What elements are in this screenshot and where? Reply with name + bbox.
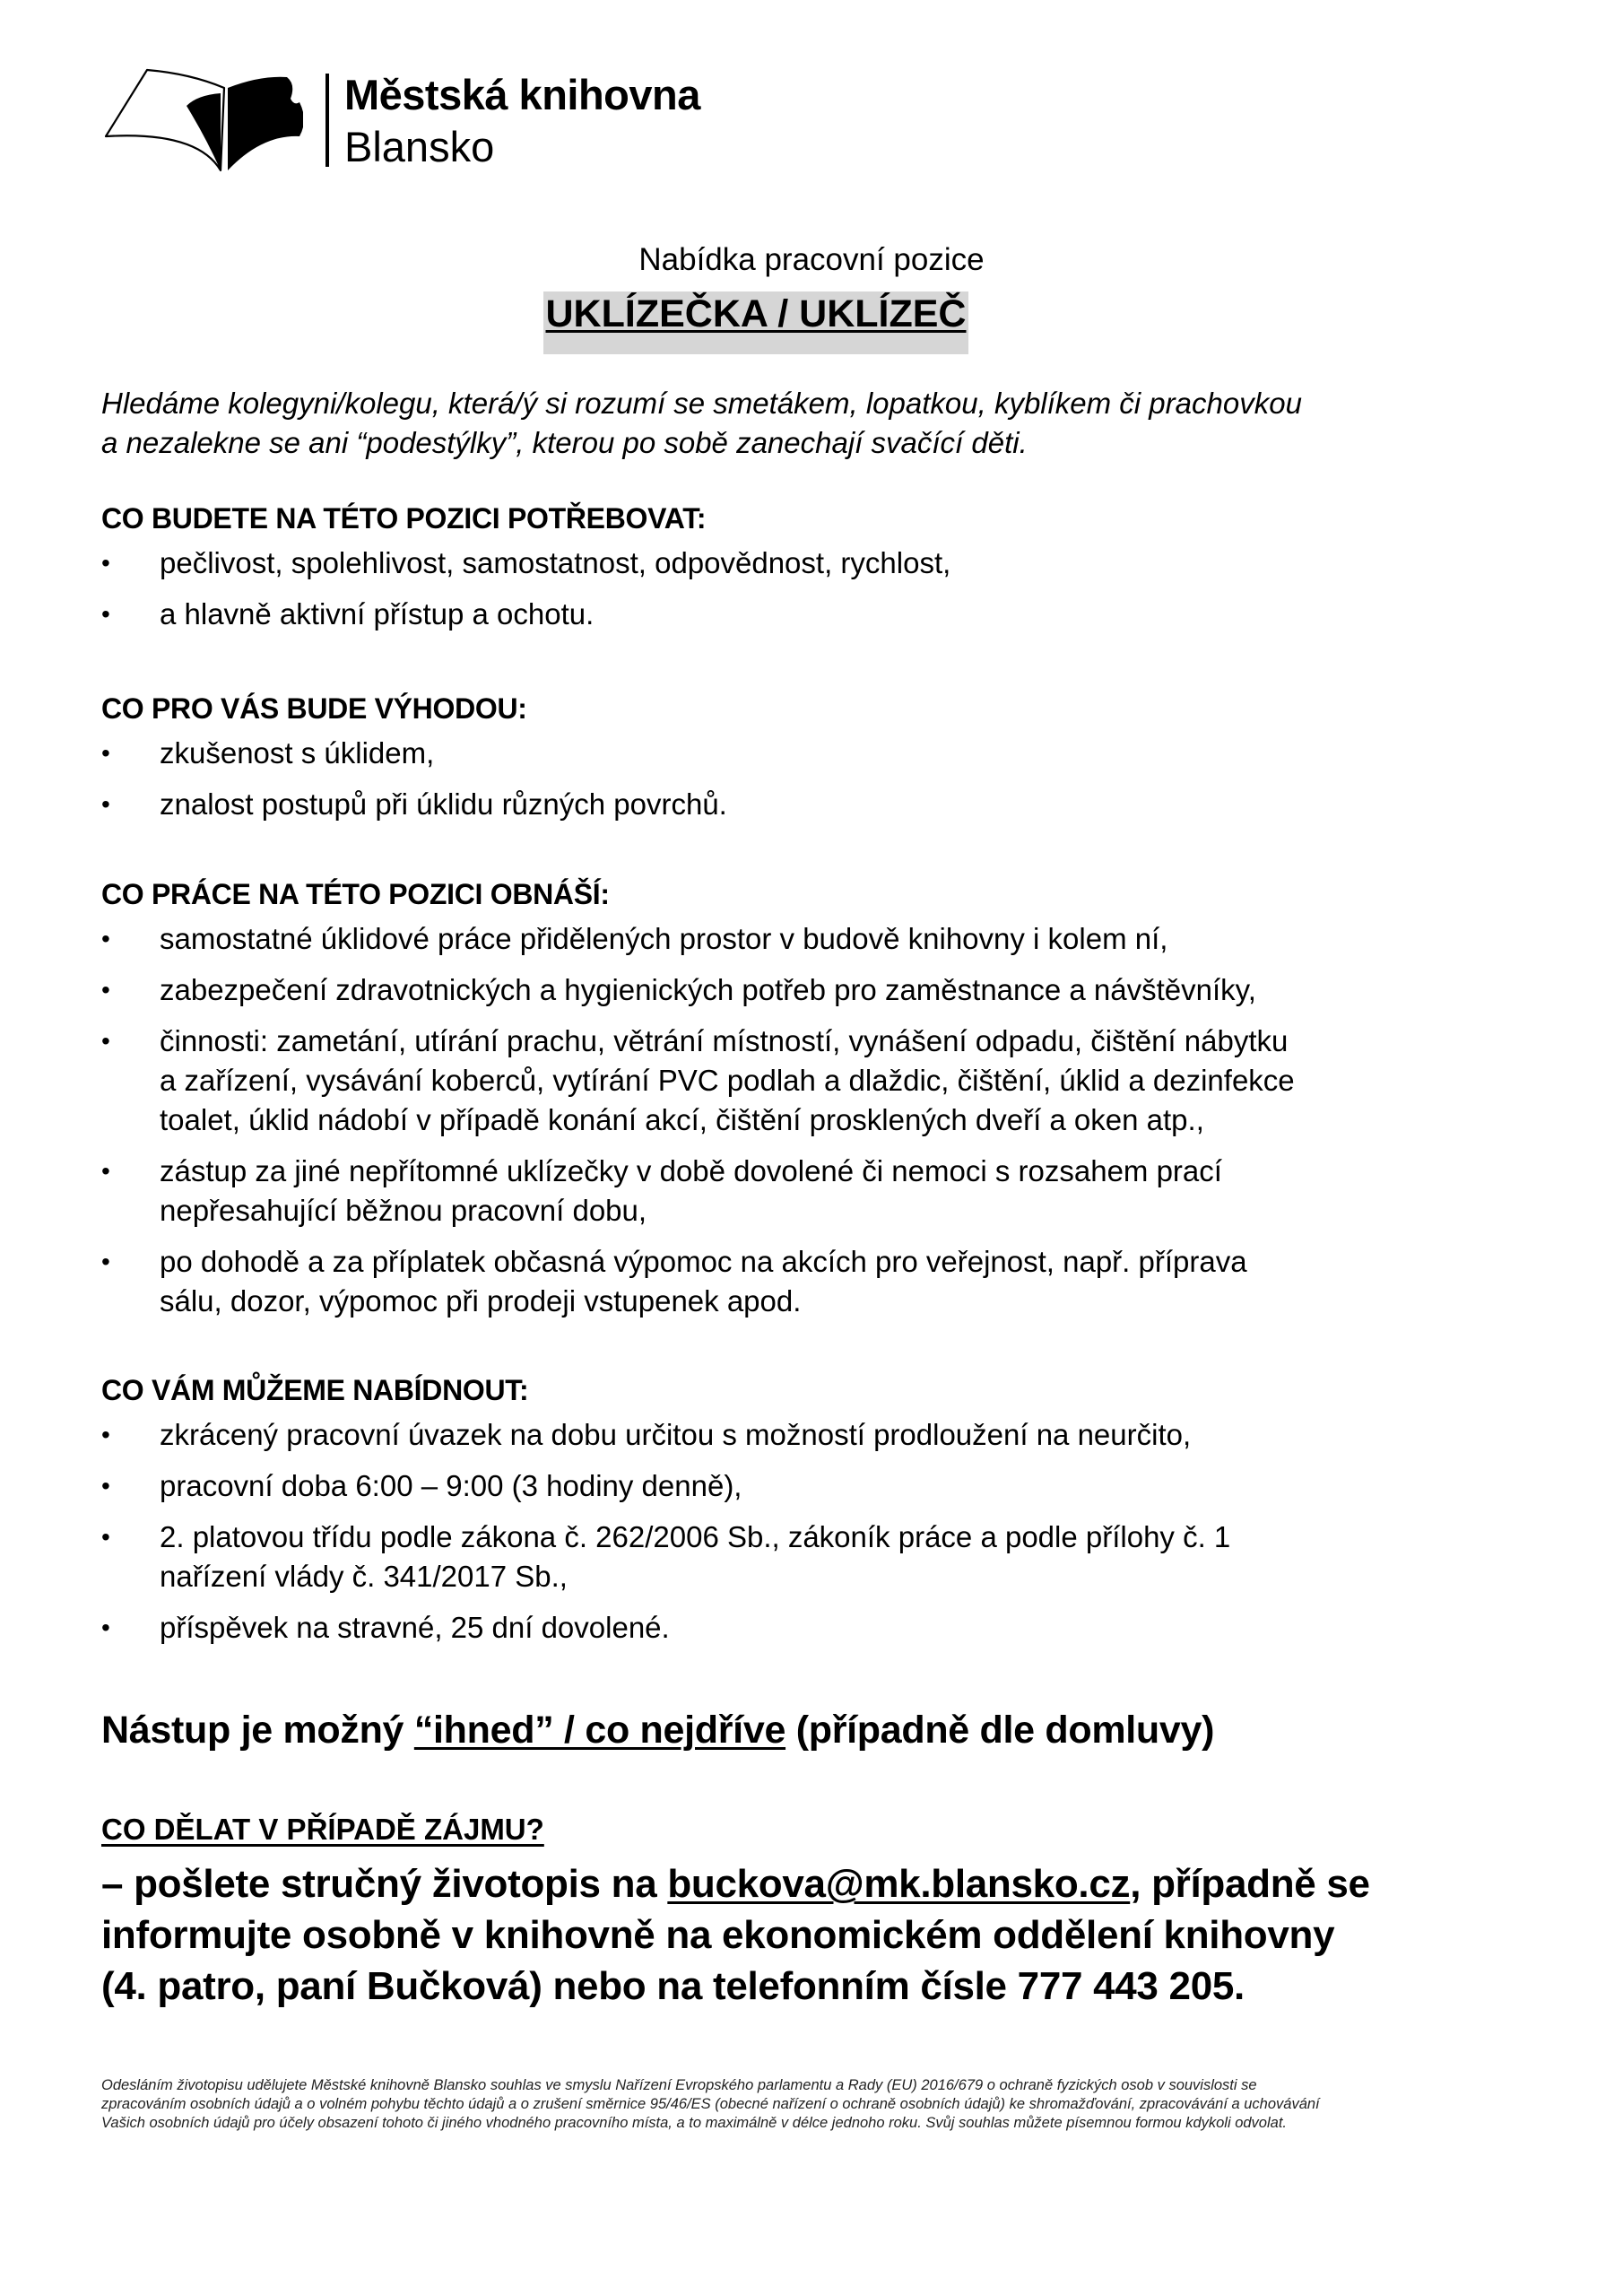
intro-paragraph xyxy=(101,384,1536,463)
bullet-icon: • xyxy=(101,1248,110,1275)
section-benefits xyxy=(101,1370,1536,1659)
section-requirements xyxy=(101,499,1536,646)
section-heading: CO BUDETE NA TÉTO POZICI POTŘEBOVAT: xyxy=(101,502,707,535)
offer-label: Nabídka pracovní pozice xyxy=(638,242,985,277)
bullet-list xyxy=(101,919,1536,1321)
section-heading: CO PRÁCE NA TÉTO POZICI OBNÁŠÍ: xyxy=(101,878,610,910)
list-item xyxy=(101,1152,1536,1231)
gdpr-line: Odesláním životopisu udělujete Městské knihovně Blansko souhlas ve smyslu Nařízení Evropského parlamentu a Rady (EU) 2016/679 o ochraně fyzických osob v souvislosti se xyxy=(101,2077,1257,2093)
list-item-line: pracovní doba 6:00 – 9:00 (3 hodiny denně), xyxy=(160,1469,742,1502)
list-item-line: pečlivost, spolehlivost, samostatnost, odpovědnost, rychlost, xyxy=(160,546,951,579)
start-date-statement xyxy=(101,1706,1214,1754)
logo-name: Městská knihovna xyxy=(344,71,700,118)
list-item-line: sálu, dozor, výpomoc při prodeji vstupenek apod. xyxy=(160,1284,802,1318)
bullet-icon: • xyxy=(101,1421,110,1448)
bullet-icon: • xyxy=(101,925,110,952)
gdpr-line: zpracováním osobních údajů a o volném pohybu těchto údajů a o zrušení směrnice 95/46/ES (obecné nařízení o ochraně osobních údajů) ke shromažďování, zpracovávání a uchovávání xyxy=(101,2096,1320,2112)
list-item-line: 2. platovou třídu podle zákona č. 262/2006 Sb., zákoník práce a podle přílohy č. 1 xyxy=(160,1520,1231,1553)
start-underlined: “ihned” / co nejdříve xyxy=(413,1709,786,1752)
gdpr-line: Vašich osobních údajů pro účely obsazení tohoto či jiného vhodného pracovního místa, a to maximálně v délce jednoho roku. Svůj souhlas můžete písemnou formou kdykoli odvolat. xyxy=(101,2115,1287,2131)
gdpr-consent-notice xyxy=(101,2076,1554,2133)
interest-heading: CO DĚLAT V PŘÍPADĚ ZÁJMU? xyxy=(101,1813,544,1846)
list-item-line: zabezpečení zdravotnických a hygienických potřeb pro zaměstnance a návštěvníky, xyxy=(160,973,1256,1006)
list-item xyxy=(101,1022,1536,1140)
start-prefix: Nástup je možný xyxy=(101,1709,414,1752)
bullet-icon: • xyxy=(101,1613,110,1641)
logo-divider xyxy=(325,74,329,167)
list-item-line: po dohodě a za příplatek občasná výpomoc na akcích pro veřejnost, např. příprava xyxy=(160,1245,1247,1278)
contact-line: (4. patro, paní Bučková) nebo na telefonním čísle 777 443 205. xyxy=(101,1964,1245,2008)
logo-right-page xyxy=(228,77,303,170)
list-item xyxy=(101,1242,1536,1321)
list-item xyxy=(101,1518,1536,1596)
contact-line xyxy=(101,1858,1572,1909)
list-item xyxy=(101,1415,1536,1455)
contact-text: – pošlete stručný životopis na xyxy=(101,1862,668,1906)
section-duties xyxy=(101,874,1536,1333)
list-item-line: zástup za jiné nepřítomné uklízečky v době dovolené či nemoci s rozsahem prací xyxy=(160,1154,1222,1187)
job-title: UKLÍZEČKA / UKLÍZEČ xyxy=(545,292,967,335)
list-item-line: příspěvek na stravné, 25 dní dovolené. xyxy=(160,1611,670,1644)
list-item-line: znalost postupů při úklidu různých povrchů. xyxy=(160,787,727,821)
bullet-icon: • xyxy=(101,790,110,818)
section-heading: CO PRO VÁS BUDE VÝHODOU: xyxy=(101,692,527,725)
contact-paragraph xyxy=(101,1858,1572,2012)
bullet-list xyxy=(101,1415,1536,1648)
bullet-icon: • xyxy=(101,739,110,767)
open-book-icon xyxy=(100,66,303,174)
list-item-line: nepřesahující běžnou pracovní dobu, xyxy=(160,1194,647,1227)
start-suffix: (případně dle domluvy) xyxy=(785,1709,1215,1752)
bullet-icon: • xyxy=(101,1472,110,1500)
bullet-list xyxy=(101,734,1536,824)
list-item xyxy=(101,595,1536,634)
intro-line: Hledáme kolegyni/kolegu, která/ý si rozumí se smetákem, lopatkou, kyblíkem či prachovkou xyxy=(101,387,1302,420)
list-item xyxy=(101,544,1536,583)
list-item xyxy=(101,1608,1536,1648)
bullet-icon: • xyxy=(101,1523,110,1551)
list-item-line: toalet, úklid nádobí v případě konání akcí, čištění prosklených dveří a oken atp., xyxy=(160,1103,1204,1136)
bullet-icon: • xyxy=(101,976,110,1004)
bullet-icon: • xyxy=(101,600,110,628)
list-item xyxy=(101,919,1536,959)
list-item-line: činnosti: zametání, utírání prachu, větrání místností, vynášení odpadu, čištění nábytku xyxy=(160,1024,1289,1057)
list-item xyxy=(101,734,1536,773)
bullet-icon: • xyxy=(101,1027,110,1055)
email-link[interactable]: buckova@mk.blansko.cz xyxy=(667,1862,1131,1906)
section-heading: CO VÁM MŮŽEME NABÍDNOUT: xyxy=(101,1374,529,1406)
bullet-icon: • xyxy=(101,1157,110,1185)
list-item-line: zkrácený pracovní úvazek na dobu určitou s možností prodloužení na neurčito, xyxy=(160,1418,1192,1451)
contact-text: , případně se xyxy=(1130,1862,1370,1906)
logo-city: Blansko xyxy=(344,123,495,170)
list-item-line: a hlavně aktivní přístup a ochotu. xyxy=(160,597,595,631)
list-item xyxy=(101,970,1536,1010)
list-item xyxy=(101,1466,1536,1506)
contact-line: informujte osobně v knihovně na ekonomickém oddělení knihovny xyxy=(101,1913,1335,1957)
list-item-line: nařízení vlády č. 341/2017 Sb., xyxy=(160,1560,568,1593)
list-item-line: zkušenost s úklidem, xyxy=(160,736,435,770)
bullet-list xyxy=(101,544,1536,634)
list-item-line: a zařízení, vysávání koberců, vytírání PVC podlah a dlaždic, čištění, úklid a dezinfekce xyxy=(160,1064,1295,1097)
list-item-line: samostatné úklidové práce přidělených prostor v budově knihovny i kolem ní, xyxy=(160,922,1168,955)
intro-line: a nezalekne se ani “podestýlky”, kterou po sobě zanechají svačící děti. xyxy=(101,426,1028,459)
section-advantages xyxy=(101,689,1536,836)
bullet-icon: • xyxy=(101,549,110,577)
list-item xyxy=(101,785,1536,824)
